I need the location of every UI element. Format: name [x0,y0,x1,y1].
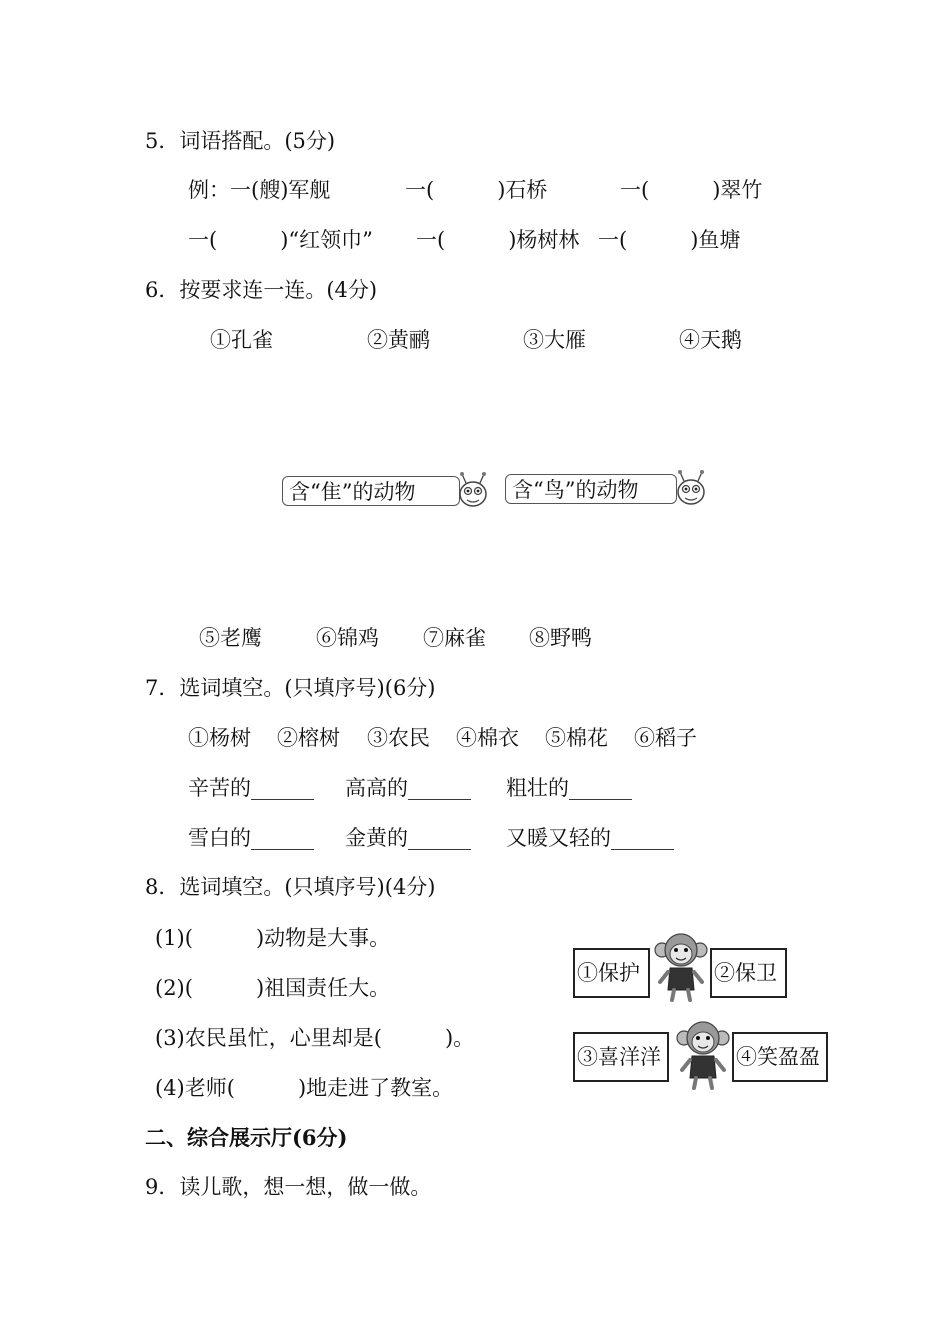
monkey-mascot-icon [652,930,710,1002]
q6-top-item: ④天鹅 [679,328,742,352]
word-option-box [573,948,650,998]
section-heading: 二、综合展示厅(6分) [145,1125,348,1150]
q6-bottom-item: ⑥锦鸡 [316,626,379,650]
q6-top-item: ③大雁 [523,328,586,352]
q7-blank: 又暖又轻的______ [506,826,674,850]
q7-option: ④棉衣 [456,726,519,750]
category-tag-label: 含“隹”的动物 [289,480,416,504]
word-option-label: ④笑盈盈 [736,1045,820,1069]
q7-option: ②榕树 [277,726,340,750]
category-tag-zhui [282,476,460,506]
q7-title: 7．选词填空。(只填序号)(6分) [145,676,436,700]
category-tag-niao [505,474,677,504]
q5-item: 一( )杨树林 [416,228,580,252]
bug-mascot-icon [456,470,490,510]
word-option-label: ③喜洋洋 [577,1045,661,1069]
q5-item: 一( )“红领巾” [188,228,373,252]
q9-title: 9．读儿歌，想一想，做一做。 [145,1175,432,1199]
word-option-box [573,1032,669,1082]
q6-bottom-item: ⑤老鹰 [199,626,262,650]
q6-top-item: ②黄鹂 [367,328,430,352]
q6-bottom-item: ⑦麻雀 [423,626,486,650]
word-option-box [732,1032,828,1082]
q5-item: 一( )石桥 [405,178,548,202]
q5-title: 5．词语搭配。(5分) [145,129,336,153]
word-option-label: ①保护 [577,961,640,985]
q8-sentence: (4)老师( )地走进了教室。 [155,1076,454,1100]
q6-title: 6．按要求连一连。(4分) [145,278,378,302]
q8-sentence: (2)( )祖国责任大。 [155,976,391,1000]
q7-option: ③农民 [367,726,430,750]
q7-blank: 辛苦的______ [188,776,314,800]
q7-blank: 粗壮的______ [506,776,632,800]
q7-option: ①杨树 [188,726,251,750]
monkey-mascot-icon [674,1018,732,1090]
q7-blank: 雪白的______ [188,826,314,850]
q7-blank: 高高的______ [345,776,471,800]
q7-option: ⑥稻子 [634,726,697,750]
q6-top-item: ①孔雀 [210,328,273,352]
q6-bottom-item: ⑧野鸭 [529,626,592,650]
q5-item: 一( )鱼塘 [598,228,741,252]
q8-sentence: (1)( )动物是大事。 [155,926,391,950]
word-option-label: ②保卫 [714,961,777,985]
q7-option: ⑤棉花 [545,726,608,750]
q5-example: 例：一(艘)军舰 [188,178,331,202]
word-option-box [710,948,787,998]
category-tag-label: 含“鸟”的动物 [512,478,639,502]
q8-sentence: (3)农民虽忙，心里却是( )。 [155,1026,475,1050]
q5-item: 一( )翠竹 [620,178,763,202]
q7-blank: 金黄的______ [345,826,471,850]
q8-title: 8．选词填空。(只填序号)(4分) [145,875,436,899]
bug-mascot-icon [674,468,708,508]
